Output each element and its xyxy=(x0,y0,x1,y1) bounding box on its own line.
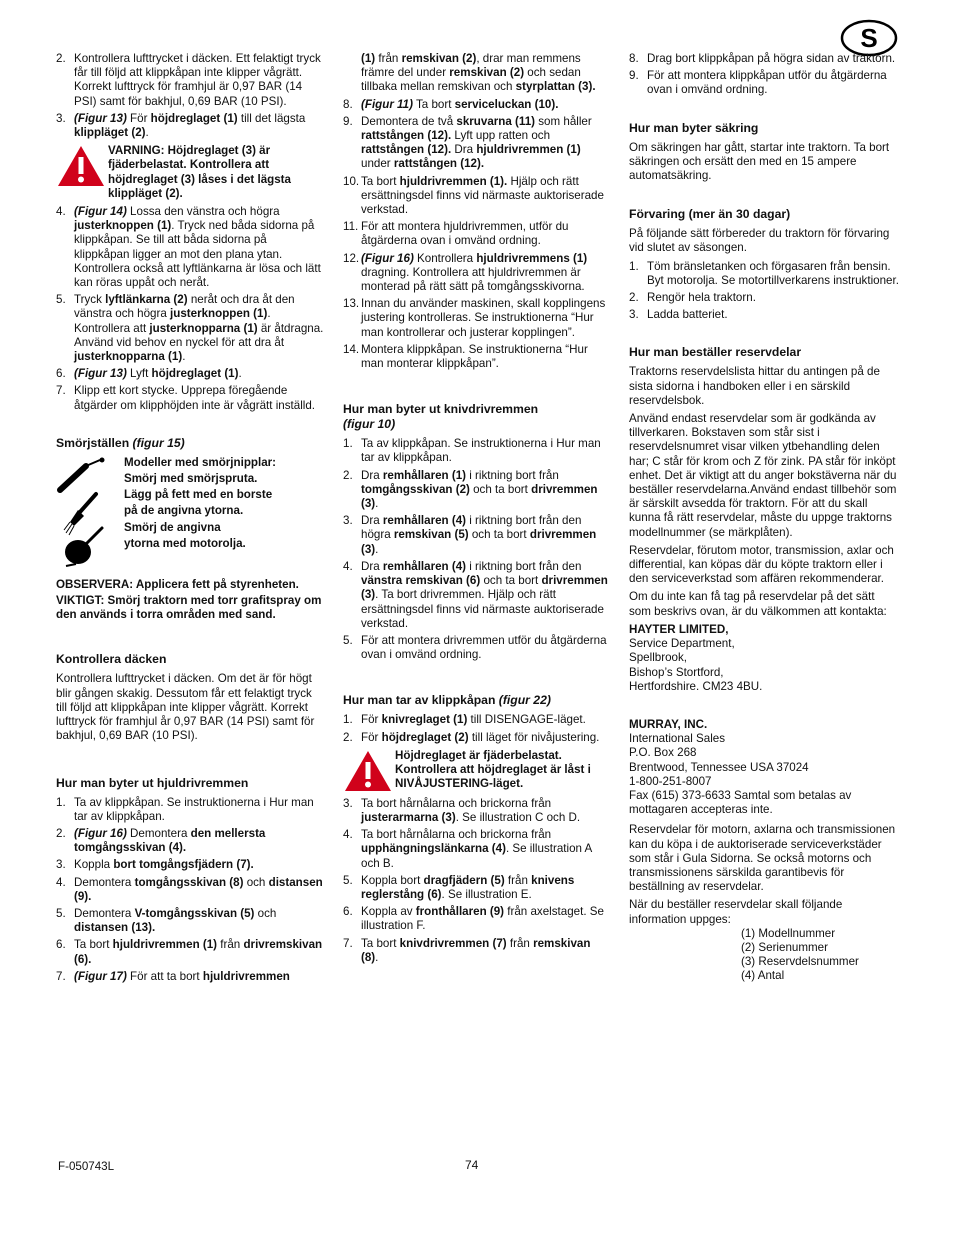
list-item-number: 4. xyxy=(56,875,66,889)
list-item-number: 5. xyxy=(343,873,353,887)
parts-heading: Hur man beställer reservdelar xyxy=(629,345,802,360)
list-item-number: 2. xyxy=(56,826,66,840)
text-line: (3) Reservdelsnummer xyxy=(741,955,859,969)
drive-belt-heading: Hur man byter ut hjuldrivremmen xyxy=(56,775,249,790)
tires-text: Kontrollera lufttrycket i däcken. Om det är för högt blir gången skakig. Dessutom får ett felaktigt tryck till följd att klippkåpan inte klipper vågrätt. Korrekt lufttryck för framhjul år 0,97 BAR (14 PSI) samt för bakhjul, 0,69 BAR (10 PSI). xyxy=(56,672,315,743)
list-item-text: (Figur 13) Lyft höjdreglaget (1). xyxy=(74,367,242,381)
list-item-number: 2. xyxy=(343,730,353,744)
list-item-number: 8. xyxy=(629,52,639,65)
list-item-text: För att montera hjuldrivremmen, utför du åtgärderna ovan i omvänd ordning. xyxy=(361,220,569,248)
text-line: Hertfordshire. CM23 4BU. xyxy=(629,679,763,693)
list-item-text: Rengör hela traktorn. xyxy=(647,291,756,305)
list-item xyxy=(56,52,324,109)
language-badge-letter: S xyxy=(860,23,878,53)
text-line: (2) Serienummer xyxy=(741,940,828,954)
list-item xyxy=(629,308,899,322)
column-2 xyxy=(343,52,611,968)
list-item-number: 5. xyxy=(56,906,66,920)
list-item-text: (Figur 17) För att ta bort hjuldrivremmen xyxy=(74,969,290,983)
list-item-number: 4. xyxy=(343,828,353,842)
list-item xyxy=(343,297,611,340)
warning-box-2 xyxy=(343,749,611,793)
list-item xyxy=(56,858,324,872)
parts-text-5: Reservdelar för motorn, axlarna och transmissionen kan du köpa i de auktoriserade serviceverkstäder som står i Gula Sidorna. Se också motorns och transmissionens särskilda garantibevis för beställning av reservdelar. xyxy=(629,823,896,894)
list-item xyxy=(629,52,899,66)
text-line: Lägg på fett med en borste xyxy=(124,488,273,502)
text-line: på de angivna ytorna. xyxy=(124,504,244,518)
list-item-text: (Figur 14) Lossa den vänstra och högra justerknoppen (1). Tryck ned båda sidorna på klippkåpan. Se till att båda sidorna på klippkåpan ligger an mot den plana ytan. Kontrollera också att lyftlänkarna är lösa och lätt kan röras uppåt och neråt. xyxy=(74,205,321,290)
list-item-text: Demontera de två skruvarna (11) som håller rattstången (12). Lyft upp ratten och rattstången (12). Dra hjuldrivremmen (1) under rattstången (12). xyxy=(361,114,592,171)
warning-text-1: VARNING: Höjdreglaget (3) är fjäderbelastat. Kontrollera att höjdreglaget (3) låses i det lägsta klippläget (2). xyxy=(108,144,291,200)
list-item-text: (Figur 16) Demontera den mellersta tomgångsskivan (4). xyxy=(74,826,266,855)
list-item-number: 14. xyxy=(343,342,360,356)
viktigt-note: VIKTIGT: Smörj traktorn med torr grafitspray om den används i torra områden med sand. xyxy=(56,594,322,622)
warning-icon xyxy=(56,144,108,188)
parts-text-6: När du beställer reservdelar skall följande information uppges: xyxy=(629,898,843,926)
list-item xyxy=(343,797,611,825)
tires-heading: Kontrollera däcken xyxy=(56,652,167,667)
height-adjust-list xyxy=(56,52,324,140)
parts-text-2: Använd endast reservdelar som är godkända av tillverkaren. Bokstaven som står sist i reservdelsnumret visar vilken ytbehandling delen har; C står för krom och Z för zink. PA står för inköpt enhet. Det är viktigt att du anger bokstäverna när du beställer reservdelarna.Använd endast tillbehör som är särskilt avsedda för traktorn. För att du skall kunna få rätt reservdelar, måste du uppge traktorns modellnummer (se märkplåten). xyxy=(629,412,897,539)
list-item xyxy=(343,713,611,727)
list-item-text: Innan du använder maskinen, skall kopplingens justering kontrolleras. Se instruktionerna “Hur man kontrollerar och justerar kopplingen”. xyxy=(361,297,606,339)
list-item-text: (Figur 11) Ta bort serviceluckan (10). xyxy=(361,97,559,111)
text-line: Fax (615) 373-6633 Samtal som betalas av mottagaren accepteras inte. xyxy=(629,788,852,817)
text-line: Smörj de angivna xyxy=(124,520,221,534)
list-item xyxy=(56,938,324,966)
text-line: International Sales xyxy=(629,732,726,746)
list-item-text: Töm bränsletanken och förgasaren från bensin. Byt motorolja. Se motortillverkarens instruktioner. xyxy=(647,259,899,287)
text-line: (4) Antal xyxy=(741,969,785,983)
order-info-list xyxy=(629,927,899,984)
text-line: HAYTER LIMITED, xyxy=(629,622,729,636)
list-item xyxy=(343,874,611,902)
text-line: MURRAY, INC. xyxy=(629,717,708,731)
list-item xyxy=(343,828,611,871)
list-item-text: Demontera V-tomgångsskivan (5) och distansen (13). xyxy=(74,906,277,935)
list-item xyxy=(343,437,611,465)
list-item-number: 5. xyxy=(343,633,353,647)
column-1 xyxy=(56,52,324,987)
text-line: ytorna med motorolja. xyxy=(124,536,246,550)
list-item xyxy=(629,69,899,97)
storage-heading: Förvaring (mer än 30 dagar) xyxy=(629,207,791,222)
list-item-text: Ta bort hjuldrivremmen (1) från drivremskivan (6). xyxy=(74,938,323,966)
list-item-text: Koppla bort tomgångsfjädern (7). xyxy=(74,858,254,872)
remove-deck-list-continued xyxy=(343,797,611,965)
warning-box-1 xyxy=(56,144,324,201)
parts-text-1: Traktorns reservdelslista hittar du antingen på de sista sidorna i handboken eller i en särskild reservdelsbok. xyxy=(629,365,880,407)
list-item xyxy=(56,293,324,364)
text-line: Bishop’s Stortford, xyxy=(629,665,724,679)
list-item-text: Klipp ett kort stycke. Upprepa föregående åtgärder om klipphöjden inte är vågrätt inställd. xyxy=(74,384,316,412)
list-item xyxy=(343,634,611,662)
list-item-number: 10. xyxy=(343,174,360,188)
list-item-text: Ladda batteriet. xyxy=(647,308,728,322)
text-line: (1) Modellnummer xyxy=(741,926,836,940)
list-item-number: 4. xyxy=(343,559,353,573)
list-item-text: Drag bort klippkåpan på högra sidan av traktorn. xyxy=(647,52,896,65)
warning-icon xyxy=(343,749,395,793)
list-item-number: 1. xyxy=(629,259,639,273)
list-item xyxy=(629,291,899,305)
list-item xyxy=(343,514,611,557)
list-item xyxy=(343,98,611,112)
list-item-number: 3. xyxy=(56,111,66,125)
list-item-text: Ta bort hårnålarna och brickorna från justerarmarna (3). Se illustration C och D. xyxy=(361,796,581,824)
text-line: Modeller med smörjnipplar: xyxy=(124,455,277,469)
list-item-text: Ta av klippkåpan. Se instruktionerna i Hur man tar av klippkåpan. xyxy=(361,437,601,465)
list-item-text: (Figur 13) För höjdreglaget (1) till det lägsta klippläget (2). xyxy=(74,111,306,140)
list-item xyxy=(56,876,324,904)
fuse-text: Om säkringen har gått, startar inte traktorn. Ta bort säkringen och ersätt den med en 15 ampere automatsäkring. xyxy=(629,140,890,183)
column-3 xyxy=(629,52,899,984)
list-item-text: För knivreglaget (1) till DISENGAGE-läget. xyxy=(361,713,586,727)
lubrication-heading: Smörjställen (figur 15) xyxy=(56,435,185,450)
list-item xyxy=(56,367,324,381)
list-item-text: För att montera drivremmen utför du åtgärderna ovan i omvänd ordning. xyxy=(361,633,607,662)
list-item-number: 2. xyxy=(343,468,353,482)
list-item xyxy=(343,905,611,933)
oil-can-icon xyxy=(65,528,102,566)
list-item xyxy=(343,469,611,512)
hayter-address xyxy=(629,623,899,694)
list-item-number: 7. xyxy=(343,936,353,950)
page-number: 74 xyxy=(465,1158,479,1172)
list-item-number: 5. xyxy=(56,293,66,307)
text-line: Brentwood, Tennessee USA 37024 xyxy=(629,760,809,774)
list-item xyxy=(343,220,611,248)
list-item-text: För höjdreglaget (2) till läget för nivåjustering. xyxy=(361,730,600,744)
list-item-text: Dra remhållaren (4) i riktning bort från den högra remskivan (5) och ta bort drivremmen (3). xyxy=(361,514,597,556)
list-item xyxy=(56,970,324,984)
lubrication-block xyxy=(56,456,324,568)
knife-belt-list xyxy=(343,437,611,662)
list-item-number: 2. xyxy=(629,291,639,305)
text-line: Smörj med smörjspruta. xyxy=(124,472,258,486)
list-item-text: Koppla av fronthållaren (9) från axelstaget. Se illustration F. xyxy=(361,905,604,933)
list-item-number: 3. xyxy=(343,514,353,528)
brush-icon xyxy=(64,494,96,535)
list-item-number: 6. xyxy=(343,905,353,919)
list-item xyxy=(343,731,611,745)
text-line: 1-800-251-8007 xyxy=(629,774,712,788)
observera-note: OBSERVERA: Applicera fett på styrenheten. xyxy=(56,577,299,591)
list-item-text: Ta bort knivdrivremmen (7) från remskivan (8). xyxy=(361,936,591,964)
list-item-text: Montera klippkåpan. Se instruktionerna “Hur man monterar klippkåpan”. xyxy=(361,342,588,371)
list-item xyxy=(56,827,324,855)
parts-text-3: Reservdelar, förutom motor, transmission, axlar och differential, kan köpas där du köpte traktorn eller i den serviceverkstad som affären rekommenderar. xyxy=(629,543,894,586)
knife-belt-heading: Hur man byter ut knivdrivremmen (figur 10) xyxy=(343,402,539,432)
list-item xyxy=(343,115,611,172)
list-item-text: Dra remhållaren (1) i riktning bort från tomgångsskivan (2) och ta bort drivremmen (3). xyxy=(361,468,598,511)
warning-text-2: Höjdreglaget är fjäderbelastat. Kontrollera att höjdreglaget är låst i NIVÅJUSTERING-läget. xyxy=(395,748,591,791)
document-id: F-050743L xyxy=(58,1160,115,1173)
murray-address xyxy=(629,718,899,817)
list-item-text: För att montera klippkåpan utför du åtgärderna ovan i omvänd ordning. xyxy=(647,69,887,97)
list-item xyxy=(343,937,611,965)
list-item-number: 9. xyxy=(343,114,353,128)
list-item-number: 2. xyxy=(56,52,66,65)
list-item-text: Tryck lyftlänkarna (2) neråt och dra åt den vänstra och högra justerknoppen (1). Kontrollera att justerknopparna (1) är åtdragna. Använd vid behov en nyckel för att dra åt justerknopparna (1). xyxy=(74,293,324,364)
list-item-text: Ta bort hårnålarna och brickorna från upphängningslänkarna (4). Se illustration A och B. xyxy=(361,828,592,870)
list-item-number: 3. xyxy=(343,796,353,810)
list-item-number: 6. xyxy=(56,367,66,381)
lubrication-instructions xyxy=(124,456,324,568)
list-item-number: 8. xyxy=(343,97,353,111)
list-item xyxy=(56,907,324,935)
list-item xyxy=(343,175,611,218)
storage-text: På följande sätt förbereder du traktorn för förvaring vid slutet av säsongen. xyxy=(629,227,890,255)
list-item xyxy=(343,560,611,631)
list-item-number: 9. xyxy=(629,69,639,83)
list-item-text: Ta bort hjuldrivremmen (1). Hjälp och rätt ersättningsdel finns vid närmaste auktoriserade verkstad. xyxy=(361,174,604,217)
parts-text-4: Om du inte kan få tag på reservdelar på det sätt som beskrivs ovan, är du välkommen att kontakta: xyxy=(629,590,887,618)
text-line: Spellbrook, xyxy=(629,651,688,665)
list-item-number: 4. xyxy=(56,205,66,219)
list-item xyxy=(56,796,324,824)
list-item-number: 1. xyxy=(343,437,353,451)
list-item-text: (Figur 16) Kontrollera hjuldrivremmens (1) dragning. Kontrollera att hjuldrivremmen är monterad på rätt sätt på tomgångsskivorna. xyxy=(361,251,588,294)
list-item-text: Dra remhållaren (4) i riktning bort från den vänstra remskivan (6) och ta bort drivremmen (3). Ta bort drivremmen. Hjälp och rätt ersättningsdel finns vid närmaste auktoriserade verkstad. xyxy=(361,559,608,630)
list-item xyxy=(343,343,611,371)
remove-deck-heading: Hur man tar av klippkåpan (figur 22) xyxy=(343,693,551,708)
list-item-number: 6. xyxy=(56,938,66,952)
drive-belt-list xyxy=(56,796,324,984)
storage-list xyxy=(629,260,899,323)
list-item xyxy=(343,252,611,295)
list-item xyxy=(56,384,324,412)
list-item-text: Ta av klippkåpan. Se instruktionerna i Hur man tar av klippkåpan. xyxy=(74,795,314,823)
remove-deck-list xyxy=(343,713,611,744)
list-item-number: 11. xyxy=(343,220,359,234)
list-item xyxy=(629,260,899,288)
list-item-number: 12. xyxy=(343,251,360,265)
list-item: (1) från remskivan (2), drar man remmens främre del under remskivan (2) och sedan tillbaka mellan remskivan och styrplattan (3). xyxy=(361,52,596,94)
list-item xyxy=(56,112,324,140)
list-item-number: 3. xyxy=(56,858,66,872)
list-item-number: 3. xyxy=(629,308,639,322)
list-item-number: 1. xyxy=(56,795,66,809)
list-item-text: Koppla bort dragfjädern (5) från knivens reglerstång (6). Se illustration E. xyxy=(361,873,575,901)
list-item-text: Demontera tomgångsskivan (8) och distansen (9). xyxy=(74,875,323,903)
adjust-knob-list xyxy=(56,205,324,413)
drive-belt-list-continued xyxy=(343,98,611,372)
list-item-number: 7. xyxy=(56,969,66,983)
text-line: P.O. Box 268 xyxy=(629,746,697,760)
remove-deck-list-end xyxy=(629,52,899,98)
list-item-number: 1. xyxy=(343,713,353,727)
grease-gun-icon xyxy=(56,456,122,568)
text-line: Service Department, xyxy=(629,637,735,651)
list-item-number: 13. xyxy=(343,297,360,311)
list-item-text: Kontrollera lufttrycket i däcken. Ett felaktigt tryck får till följd att klippkåpan inte klipper vågrätt. Korrekt lufttryck för framhjul är 0,97 BAR (14 PSI) samt för bakhjul, 0,69 BAR (10 PSI). xyxy=(74,52,321,108)
fuse-heading: Hur man byter säkring xyxy=(629,120,759,135)
list-item xyxy=(56,205,324,290)
list-item-number: 7. xyxy=(56,384,66,398)
